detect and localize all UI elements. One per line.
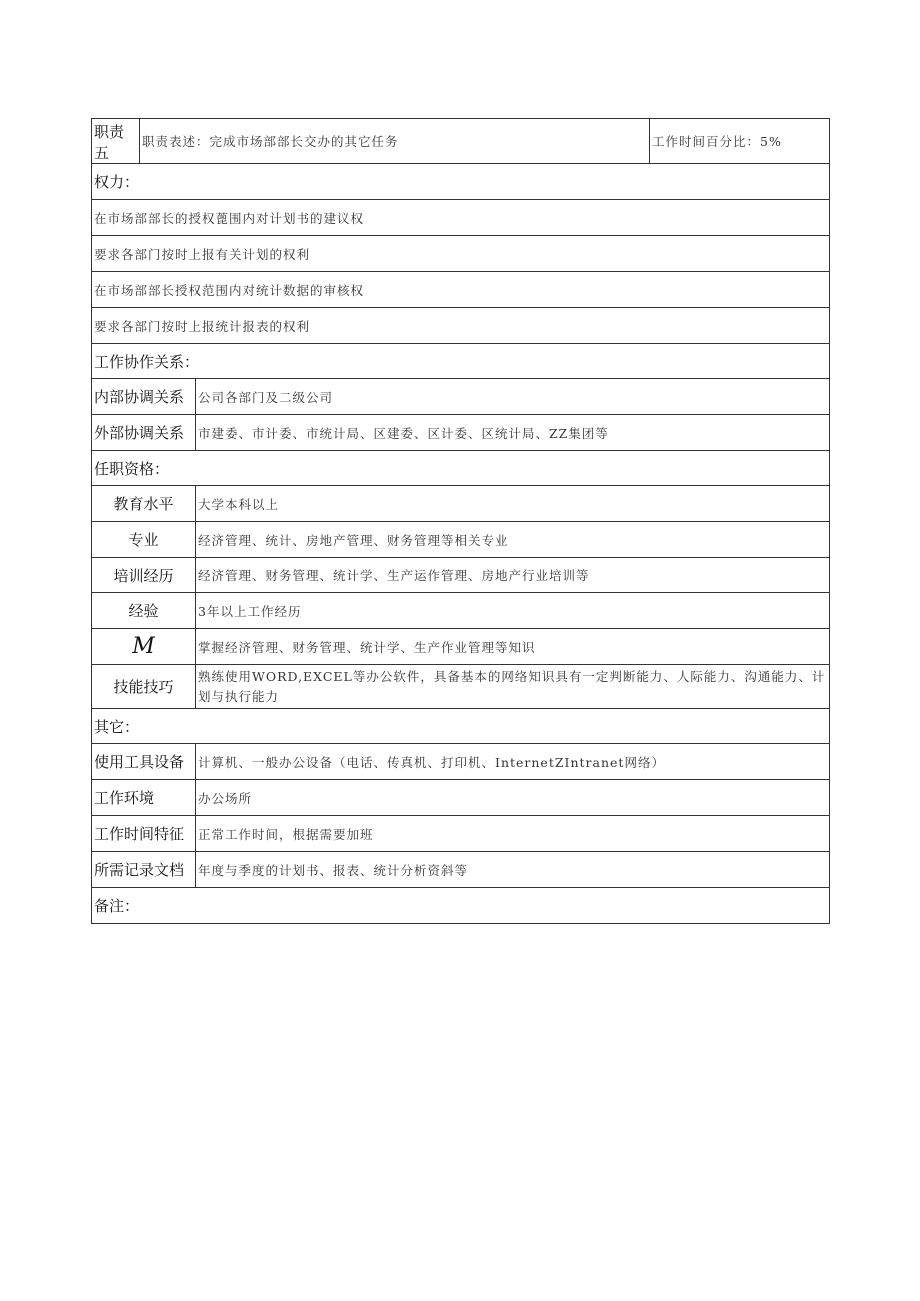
duty-row [92, 119, 830, 164]
duty-label: 职责五 [92, 119, 140, 164]
internal-relations-value: 公司各部门及二级公司 [196, 379, 830, 415]
job-description-document [91, 118, 829, 924]
authority-item: 在市场部部长的授权蓖围内对计划书的建议权 [92, 200, 830, 236]
remarks-row [92, 888, 830, 924]
authority-row [92, 272, 830, 308]
other-row [92, 816, 830, 852]
duty-time-percent: 工作时间百分比：5% [650, 119, 830, 164]
major-label: 专业 [92, 522, 196, 558]
experience-value: 3年以上工作经历 [196, 593, 830, 629]
qualification-row [92, 593, 830, 629]
other-row [92, 744, 830, 780]
other-heading-row [92, 709, 830, 744]
training-value: 经济管理、财务管理、统计学、生产运作管理、房地产行业培训等 [196, 558, 830, 593]
tools-value: 计算机、一般办公设备（电话、传真机、打印机、InternetZIntranet网络） [196, 744, 830, 780]
authority-row [92, 200, 830, 236]
authority-heading: 权力： [92, 164, 830, 200]
job-description-table [91, 118, 830, 924]
major-value: 经济管理、统计、房地产管理、财务管理等相关专业 [196, 522, 830, 558]
relations-heading: 工作协作关系： [92, 344, 830, 379]
skills-label: 技能技巧 [92, 665, 196, 709]
internal-relations-row [92, 379, 830, 415]
authority-row [92, 236, 830, 272]
work-time-label: 工作时间特征 [92, 816, 196, 852]
other-heading: 其它： [92, 709, 830, 744]
internal-relations-label: 内部协调关系 [92, 379, 196, 415]
tools-label: 使用工具设备 [92, 744, 196, 780]
education-label: 教育水平 [92, 486, 196, 522]
skills-value: 熟练使用WORD,EXCEL等办公软件，具备基本的网络知识具有一定判断能力、人际能力、沟通能力、计划与执行能力 [196, 665, 830, 709]
other-row [92, 852, 830, 888]
environment-label: 工作环境 [92, 780, 196, 816]
other-row [92, 780, 830, 816]
qualification-row [92, 522, 830, 558]
duty-description: 职责表述：完成市场部部长交办的其它任务 [140, 119, 650, 164]
qualifications-heading-row [92, 451, 830, 486]
records-label: 所需记录文档 [92, 852, 196, 888]
records-value: 年度与季度的计划书、报表、统计分析资斜等 [196, 852, 830, 888]
remarks-heading: 备注： [92, 888, 830, 924]
qualifications-heading: 任职资格： [92, 451, 830, 486]
experience-label: 经验 [92, 593, 196, 629]
knowledge-value: 掌握经济管理、财务管理、统计学、生产作业管理等知识 [196, 629, 830, 665]
qualification-row [92, 558, 830, 593]
training-label: 培训经历 [92, 558, 196, 593]
authority-heading-row [92, 164, 830, 200]
education-value: 大学本科以上 [196, 486, 830, 522]
qualification-row [92, 665, 830, 709]
work-time-value: 正常工作时间，根据需要加班 [196, 816, 830, 852]
external-relations-row [92, 415, 830, 451]
environment-value: 办公场所 [196, 780, 830, 816]
authority-item: 要求各部门按时上报统计报表的权利 [92, 308, 830, 344]
authority-row [92, 308, 830, 344]
authority-item: 要求各部门按时上报有关计划的权利 [92, 236, 830, 272]
qualification-row [92, 629, 830, 665]
authority-item: 在市场部部长授权范围内对统计数据的审核权 [92, 272, 830, 308]
relations-heading-row [92, 344, 830, 379]
external-relations-label: 外部协调关系 [92, 415, 196, 451]
external-relations-value: 市建委、市计委、市统计局、区建委、区计委、区统计局、ZZ集团等 [196, 415, 830, 451]
knowledge-label: M [92, 629, 196, 665]
qualification-row [92, 486, 830, 522]
